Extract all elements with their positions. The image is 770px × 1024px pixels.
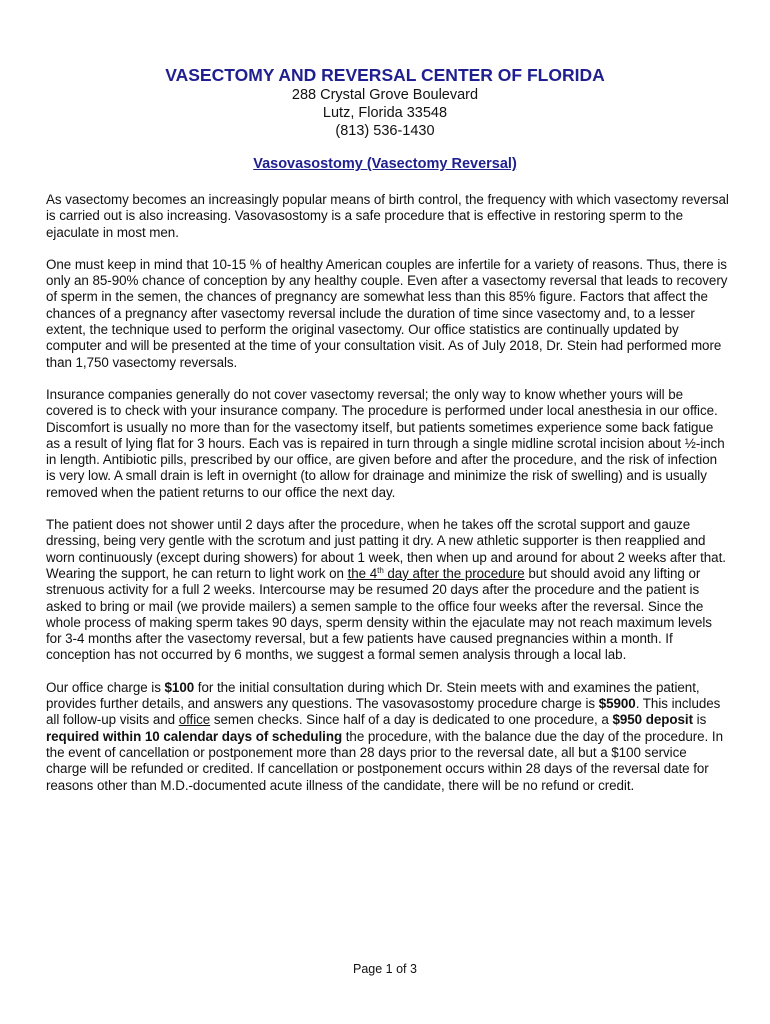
page-number: Page 1 of 3 (353, 962, 417, 976)
charges-underlined-office: office (178, 712, 211, 728)
deposit-deadline: required within 10 calendar days of scheduling (46, 728, 343, 744)
deposit-amount: $950 deposit (612, 712, 694, 728)
aftercare-text-b: but should avoid any lifting or strenuous activity for a full 2 weeks. Intercourse may be resumed 20 days after the procedure and the patient is asked to bring or mail (we provide mailers) a semen sample to the office four weeks after the reversal. Since the whole process of making sperm takes 90 days, sperm density within the ejaculate may not reach maximum levels for 3-4 months after the vasectomy reversal, but a few patients have caused pregnancies within a month. If conception has not occurred by 6 months, we suggest a formal semen analysis through a local lab. (46, 565, 712, 663)
aftercare-underlined-day (348, 566, 525, 581)
charges-text-f: is (693, 712, 707, 728)
paragraph-statistics: One must keep in mind that 10-15 % of healthy American couples are infertile for a variety of reasons. Thus, there is only an 85-90% chance of conception by any healthy couple. Even after a vasectomy reversal that leads to recovery of sperm in the semen, the chances of pregnancy are somewhat less than this 85% figure. Factors that affect the chances of a pregnancy after vasectomy reversal include the duration of time since vasectomy and, to a lesser extent, the technique used to perform the original vasectomy. Our office statistics are continually updated by computer and will be presented at the time of your consultation visit. As of July 2018, Dr. Stein had performed more than 1,750 vasectomy reversals. (46, 256, 728, 370)
ordinal-suffix: th (377, 565, 384, 575)
document-subtitle: Vasovasostomy (Vasectomy Reversal) (253, 156, 517, 172)
aftercare-day-number: the 4 (347, 565, 378, 581)
paragraph-charges (46, 680, 730, 794)
charges-text-g: the procedure, with the balance due the day of the procedure. In the event of cancellation or postponement more than 28 days prior to the reversal date, all but a $100 service charge will be refunded or credited. If cancellation or postponement occurs within 28 days of the reversal date for reasons other than M.D.-documented acute illness of the candidate, there will be no refund or credit. (46, 728, 723, 793)
charges-text-c: for the initial consultation during which Dr. Stein meets with and examines the patient, provides further details, and answers any questions. The vasovasostomy procedure charge is (46, 679, 700, 712)
organization-title: VASECTOMY AND REVERSAL CENTER OF FLORIDA (165, 65, 605, 85)
charges-text-d: . This includes all follow-up visits and (46, 696, 721, 728)
paragraph-insurance-procedure: Insurance companies generally do not cover vasectomy reversal; the only way to know whether yours will be covered is to check with your insurance company. The procedure is performed under local anesthesia in our office. Discomfort is usually no more than for the vasectomy itself, but patients sometimes experience some back fatigue as a result of lying flat for 3 hours. Each vas is repaired in turn through a single midline scrotal incision about ½-inch in length. Antibiotic pills, prescribed by our office, are given before and after the procedure, and the risk of infection is very low. A small drain is left in overnight (to allow for drainage and minimize the risk of swelling) and is usually removed when the patient returns to our office the next day. (46, 386, 725, 500)
consultation-fee: $100 (164, 679, 195, 695)
document-body (46, 192, 730, 810)
address-street: 288 Crystal Grove Boulevard (291, 87, 479, 103)
charges-text-a: Our office charge is (46, 679, 165, 695)
letterhead (0, 64, 770, 173)
procedure-fee: $5900 (598, 696, 636, 712)
paragraph-aftercare (46, 517, 730, 664)
aftercare-day-rest: day after the procedure (383, 565, 525, 581)
charges-text-e: semen checks. Since half of a day is dedicated to one procedure, a (210, 712, 613, 728)
paragraph-intro: As vasectomy becomes an increasingly popular means of birth control, the frequency with which vasectomy reversal is carried out is also increasing. Vasovasostomy is a safe procedure that is effective in restoring sperm to the ejaculate in most men. (46, 192, 729, 240)
address-city: Lutz, Florida 33548 (322, 105, 448, 121)
aftercare-text-a: The patient does not shower until 2 days after the procedure, when he takes off the scrotal support and gauze dressing, being very gentle with the scrotum and just patting it dry. A new athletic supporter is then reapplied and worn continuously (except during showers) for about 1 week, then when up and around for about 2 weeks after that. Wearing the support, he can return to light work on (46, 517, 726, 581)
phone-number: (813) 536-1430 (335, 123, 435, 139)
